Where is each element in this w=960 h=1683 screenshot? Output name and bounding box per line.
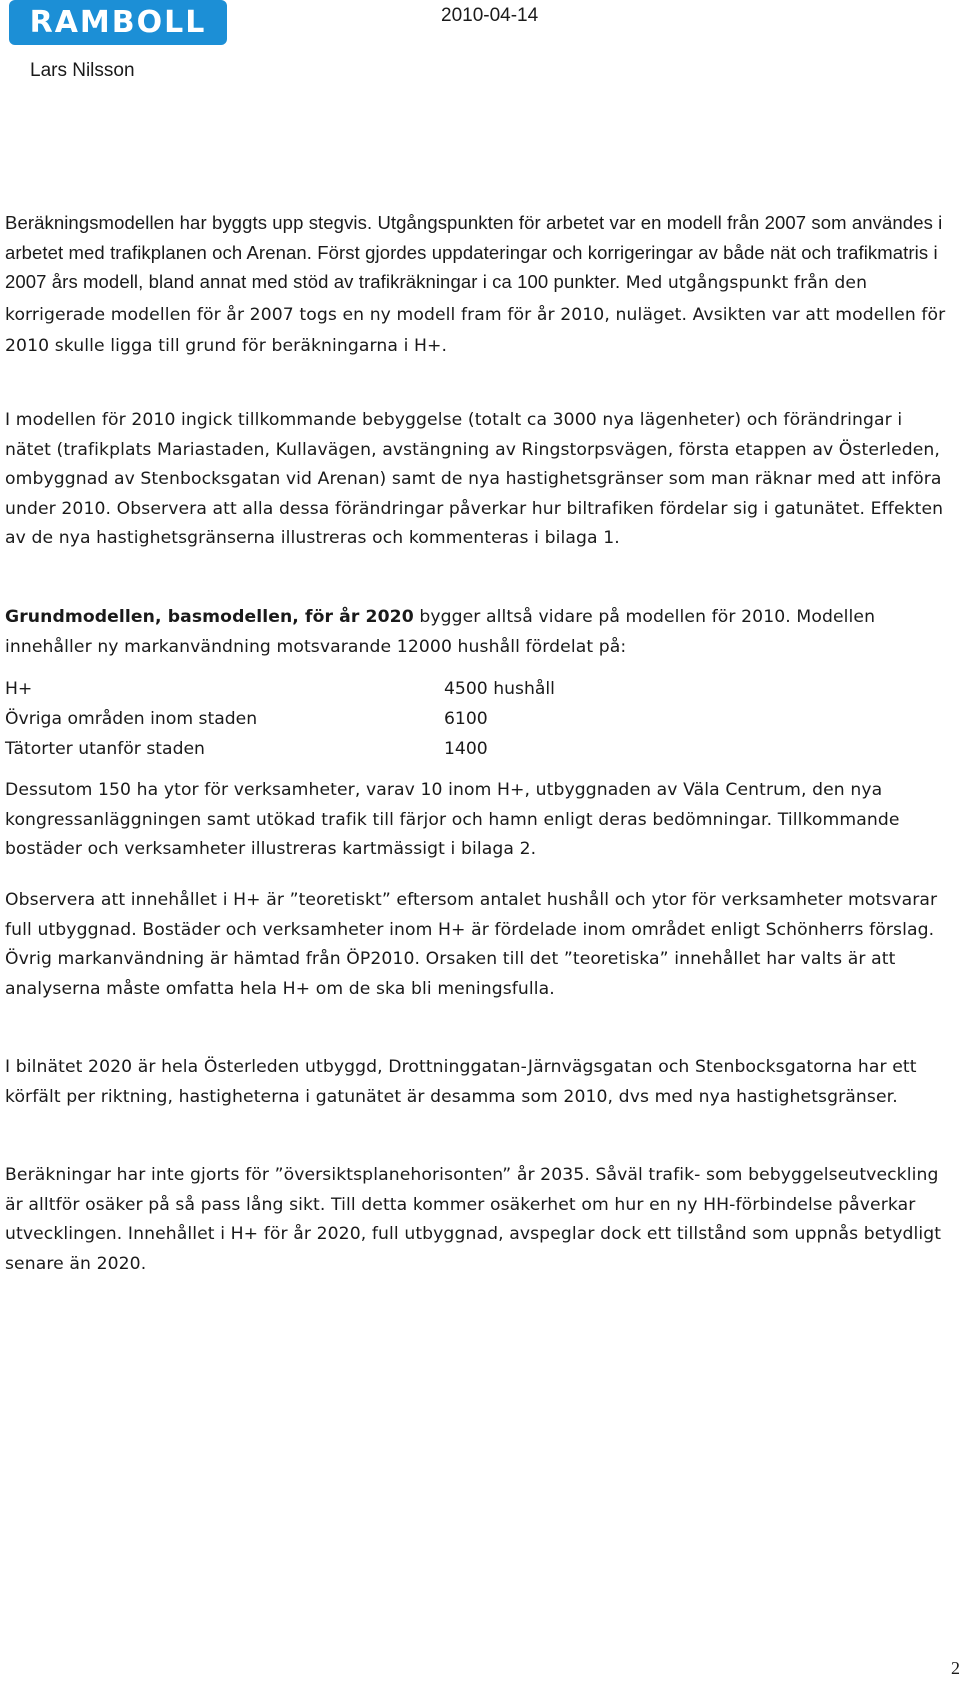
paragraph-base-model-2020 <box>5 603 953 662</box>
document-date: 2010-04-14 <box>441 5 539 26</box>
paragraph-businesses: Dessutom 150 ha ytor för verksamheter, varav 10 inom H+, utbyggnaden av Väla Centrum, den nya kongressanläggningen samt utökad trafik till färjor och hamn enligt deras bedömningar. Tillkommande bostäder och verksamheter illustreras kartmässigt i bilaga 2. <box>5 780 900 860</box>
paragraph-model-2010: I modellen för 2010 ingick tillkommande bebyggelse (totalt ca 3000 nya lägenheter) och förändringar i nätet (trafikplats Mariastaden, Kullavägen, avstängning av Ringstorpsvägen, första etappen av Österleden, ombyggnad av Stenbocksgatan vid Arenan) samt de nya hastighetsgränser som man räknar med att införa under 2010. Observera att alla dessa förändringar påverkar hur biltrafiken fördelar sig i gatunätet. Effekten av de nya hastighetsgränserna illustreras och kommenteras i bilaga 1. <box>5 410 944 549</box>
paragraph-model-history-part1: Beräkningsmodellen har byggts upp stegvis. Utgångspunkten för arbetet var en modell från 2007 som användes i arbetet med trafikplanen och Arenan. Först gjordes uppdateringar och korrigeringar av både nät och trafikmatris i 2007 års modell, bland annat med stöd av trafikräkningar i ca 100 punkter. <box>5 212 943 293</box>
page-number: 2 <box>951 1658 960 1678</box>
paragraph-model-history-part2: Med utgångspunkt från den korrigerade modellen för år 2007 togs en ny modell fram för år 2010, nuläget. Avsikten var att modellen för 2010 skulle ligga till grund för beräkningarna i H+. <box>5 273 946 357</box>
paragraph-model-history <box>5 208 953 362</box>
paragraph-horizon-2035: Beräkningar har inte gjorts för ”översiktsplanehorisonten” år 2035. Såväl trafik- som bebyggelseutveckling är alltför osäker på så pass lång sikt. Till detta kommer osäkerhet om hur en ny HH-förbindelse påverkar utvecklingen. Innehållet i H+ för år 2020, full utbyggnad, avspeglar dock ett tillstånd som uppnås betydligt senare än 2020. <box>5 1165 942 1274</box>
table-row <box>5 734 555 764</box>
base-model-heading: Grundmodellen, basmodellen, för år 2020 <box>5 607 414 627</box>
table-row <box>5 704 555 734</box>
table-cell-value: 1400 <box>444 739 488 759</box>
table-cell-value: 6100 <box>444 709 488 729</box>
table-cell-area: H+ <box>5 679 33 699</box>
logo-text: RAMBOLL <box>29 5 207 40</box>
base-model-text: bygger alltså vidare på modellen för 2010. Modellen innehåller ny markanvändning motsvarande 12000 hushåll fördelat på: <box>5 607 876 657</box>
paragraph-road-network-2020: I bilnätet 2020 är hela Österleden utbyggd, Drottninggatan-Järnvägsgatan och Stenbocksgatorna har ett körfält per riktning, hastigheterna i gatunätet är desamma som 2010, dvs med nya hastighetsgränser. <box>5 1057 917 1107</box>
ramboll-logo <box>9 0 227 45</box>
table-row <box>5 674 555 704</box>
paragraph-theoretical-content: Observera att innehållet i H+ är ”teoretiskt” eftersom antalet hushåll och ytor för verksamheter motsvarar full utbyggnad. Bostäder och verksamheter inom H+ är fördelade inom området enligt Schönherrs förslag. Övrig markanvändning är hämtad från ÖP2010. Orsaken till det ”teoretiska” innehållet har valts är att analyserna måste omfatta hela H+ om de ska bli meningsfulla. <box>5 890 938 999</box>
table-cell-area: Övriga områden inom staden <box>5 709 258 729</box>
author-name: Lars Nilsson <box>30 60 135 81</box>
table-cell-area: Tätorter utanför staden <box>5 739 205 759</box>
household-distribution-table <box>5 674 555 764</box>
table-cell-value: 4500 hushåll <box>444 679 555 699</box>
